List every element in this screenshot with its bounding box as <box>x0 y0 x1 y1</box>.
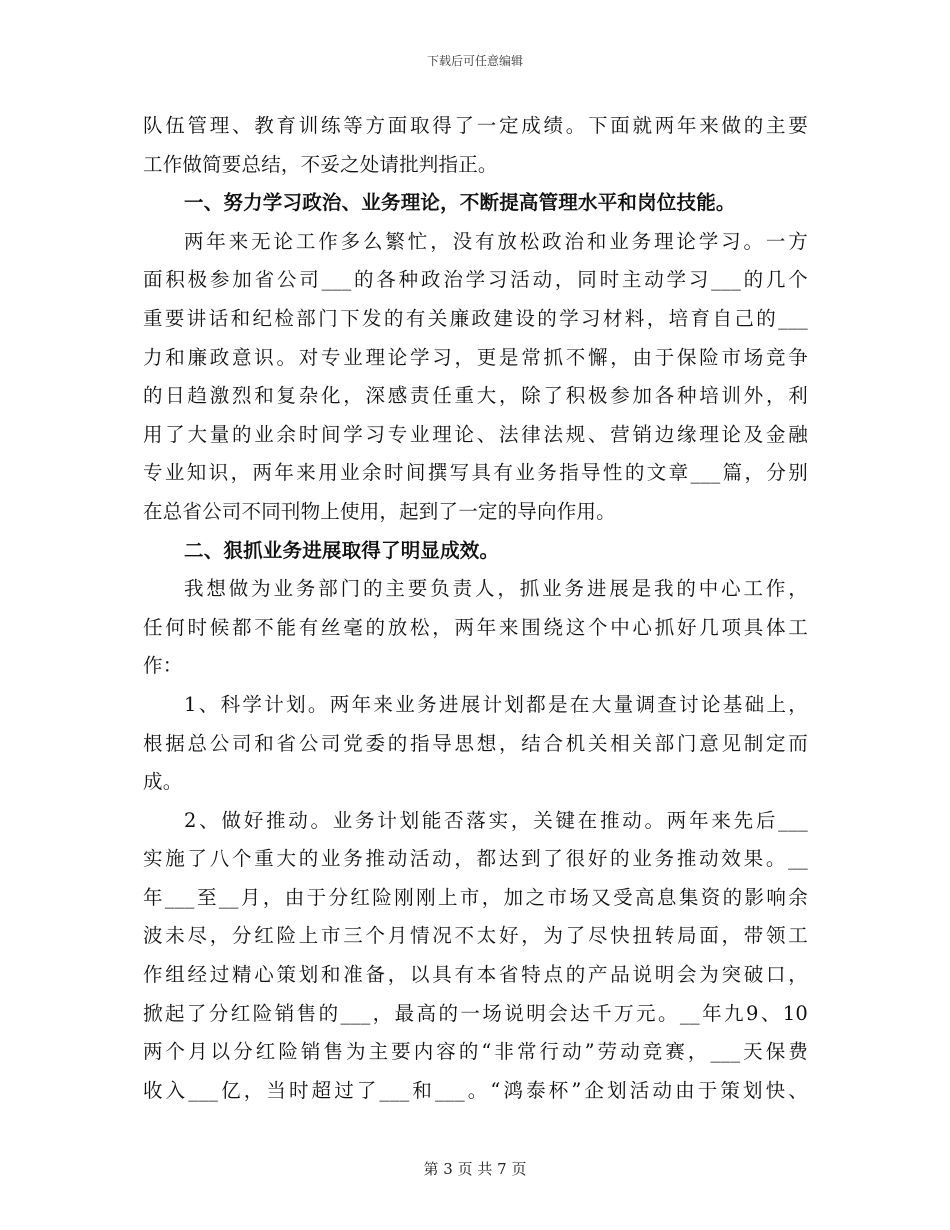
text-line: 作： <box>143 654 183 678</box>
text-line: 年___至__月，由于分红险刚刚上市，加之市场又受高息集资的影响余 <box>143 885 808 909</box>
text-line: 波未尽，分红险上市三个月情况不太好，为了尽快扭转局面，带领工 <box>143 924 808 948</box>
text-line: 两年来无论工作多么繁忙，没有放松政治和业务理论学习。一方 <box>184 229 808 253</box>
text-line: 力和廉政意识。对专业理论学习，更是常抓不懈，由于保险市场竞争 <box>143 345 808 369</box>
page-header-note: 下载后可任意编辑 <box>426 54 523 68</box>
text-line: 面积极参加省公司___的各种政治学习活动，同时主动学习___的几个 <box>143 268 808 292</box>
text-line: 2、做好推动。业务计划能否落实，关键在推动。两年来先后___ <box>184 808 808 832</box>
text-line: 根据总公司和省公司党委的指导思想，结合机关相关部门意见制定而 <box>143 731 808 755</box>
text-line: 作组经过精心策划和准备，以具有本省特点的产品说明会为突破口， <box>143 963 808 987</box>
section-heading-1: 一、努力学习政治、业务理论，不断提高管理水平和岗位技能。 <box>184 191 736 215</box>
document-body <box>143 107 808 1110</box>
text-line: 任何时候都不能有丝毫的放松，两年来围绕这个中心抓好几项具体工 <box>143 615 808 639</box>
text-line: 两个月以分红险销售为主要内容的“非常行动”劳动竞赛，___天保费 <box>143 1040 808 1064</box>
text-line: 工作做简要总结，不妥之处请批判指正。 <box>143 152 498 176</box>
text-line: 用了大量的业余时间学习专业理论、法律法规、营销边缘理论及金融 <box>143 422 808 446</box>
text-line: 收入___亿，当时超过了___和___。“鸿泰杯”企划活动由于策划快、 <box>143 1078 808 1102</box>
text-line: 我想做为业务部门的主要负责人，抓业务进展是我的中心工作， <box>184 577 808 601</box>
text-line: 在总省公司不同刊物上使用，起到了一定的导向作用。 <box>143 499 616 523</box>
text-line: 重要讲话和纪检部门下发的有关廉政建设的学习材料，培育自己的___ <box>143 306 808 330</box>
text-line: 1、科学计划。两年来业务进展计划都是在大量调查讨论基础上， <box>184 692 808 716</box>
page-number: 第 3 页 共 7 页 <box>423 1160 527 1178</box>
text-line: 实施了八个重大的业务推动活动，都达到了很好的业务推动效果。__ <box>143 847 808 871</box>
section-heading-2: 二、狠抓业务进展取得了明显成效。 <box>184 538 500 562</box>
text-line: 专业知识，两年来用业余时间撰写具有业务指导性的文章___篇，分别 <box>143 461 808 485</box>
text-line: 成。 <box>143 770 183 794</box>
text-line: 掀起了分红险销售的___，最高的一场说明会达千万元。__年九9、10 <box>143 1001 808 1025</box>
text-line: 队伍管理、教育训练等方面取得了一定成绩。下面就两年来做的主要 <box>143 114 808 137</box>
text-line: 的日趋激烈和复杂化，深感责任重大，除了积极参加各种培训外，利 <box>143 384 808 408</box>
